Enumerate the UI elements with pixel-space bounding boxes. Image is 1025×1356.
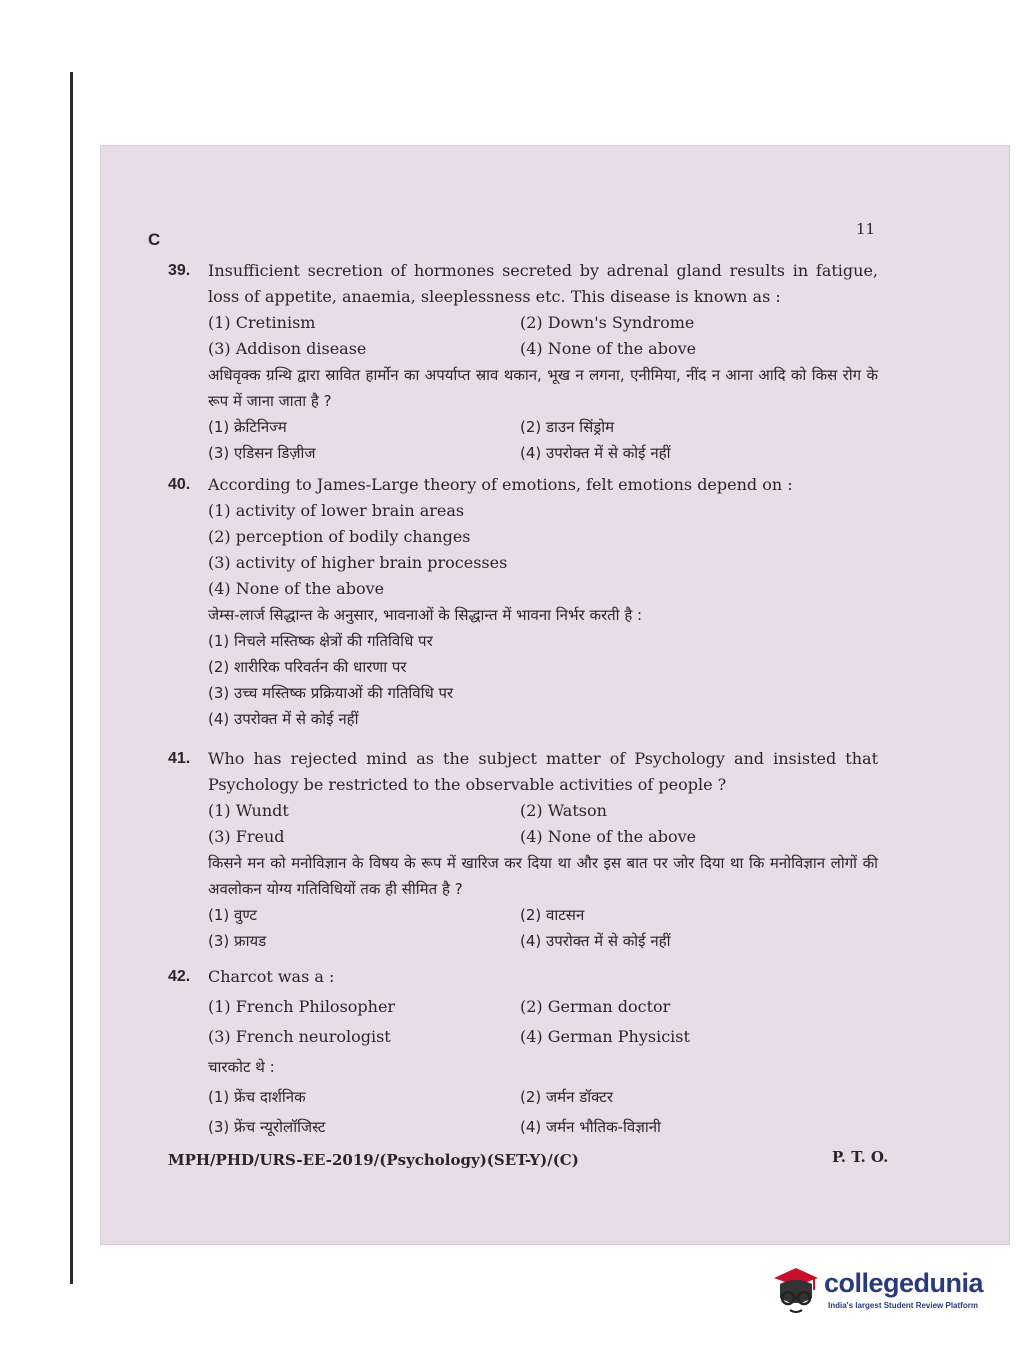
option-1: (1) Cretinism	[208, 313, 316, 332]
mascot-logo-icon	[770, 1264, 822, 1320]
option-3: (3) फ्रायड	[208, 932, 267, 950]
option-1: (1) Wundt	[208, 801, 289, 820]
option-4: (4) जर्मन भौतिक-विज्ञानी	[520, 1118, 661, 1136]
option-2: (2) वाटसन	[520, 906, 585, 924]
option-2: (2) German doctor	[520, 997, 671, 1016]
option-3: (3) उच्च मस्तिष्क प्रक्रियाओं की गतिविधि पर	[208, 684, 454, 702]
question-number: 42.	[168, 968, 191, 985]
options-en	[208, 310, 878, 362]
collegedunia-watermark	[770, 1264, 1000, 1324]
option-2: (2) जर्मन डॉक्टर	[520, 1088, 613, 1106]
option-3: (3) फ्रेंच न्यूरोलॉजिस्ट	[208, 1118, 326, 1136]
option-1: (1) निचले मस्तिष्क क्षेत्रों की गतिविधि पर	[208, 632, 433, 650]
question-stem-hi: चारकोट थे :	[208, 1058, 275, 1076]
options-en	[208, 992, 878, 1052]
question-stem-en: Who has rejected mind as the subject matter of Psychology and insisted that Psychology be restricted to the observable activities of people ?	[208, 749, 878, 794]
option-1: (1) activity of lower brain areas	[208, 501, 465, 520]
option-3: (3) Freud	[208, 827, 285, 846]
set-code: C	[148, 230, 161, 249]
option-2: (2) डाउन सिंड्रोम	[520, 418, 615, 436]
paper-code-footer: MPH/PHD/URS-EE-2019/(Psychology)(SET-Y)/(C)	[168, 1151, 579, 1169]
option-3: (3) activity of higher brain processes	[208, 553, 508, 572]
question-40	[168, 472, 878, 732]
option-4: (4) उपरोक्त में से कोई नहीं	[520, 932, 671, 950]
option-4: (4) उपरोक्त में से कोई नहीं	[208, 710, 359, 728]
options-hi	[208, 1082, 878, 1142]
question-39	[168, 258, 878, 466]
question-number: 40.	[168, 476, 191, 493]
options-hi	[208, 902, 878, 954]
brand-name: collegedunia	[824, 1268, 984, 1298]
option-2: (2) Watson	[520, 801, 607, 820]
options-en	[208, 498, 878, 602]
question-stem-hi: अधिवृक्क ग्रन्थि द्वारा स्रावित हार्मोन का अपर्याप्त स्राव थकान, भूख न लगना, एनीमिया, नींद न आना आदि को किस रोग के रूप में जाना जाता है ?	[208, 366, 878, 410]
option-4: (4) None of the above	[520, 827, 697, 846]
scan-edge-line	[70, 72, 73, 1284]
brand-tagline: India's largest Student Review Platform	[828, 1301, 978, 1310]
option-1: (1) वुण्ट	[208, 906, 257, 924]
question-41	[168, 746, 878, 954]
question-stem-en: According to James-Large theory of emotions, felt emotions depend on :	[208, 475, 793, 494]
option-3: (3) French neurologist	[208, 1027, 391, 1046]
question-stem-hi: किसने मन को मनोविज्ञान के विषय के रूप में खारिज कर दिया था और इस बात पर जोर दिया था कि मनोविज्ञान लोगों की अवलोकन योग्य गतिविधियों तक ही सीमित है ?	[208, 854, 878, 898]
option-2: (2) Down's Syndrome	[520, 313, 695, 332]
option-4: (4) None of the above	[208, 579, 385, 598]
options-hi	[208, 414, 878, 466]
option-1: (1) क्रेटिनिज्म	[208, 418, 287, 436]
option-4: (4) German Physicist	[520, 1027, 690, 1046]
option-1: (1) फ्रेंच दार्शनिक	[208, 1088, 306, 1106]
page-number: 11	[856, 220, 876, 238]
option-3: (3) एडिसन डिज़ीज	[208, 444, 316, 462]
option-3: (3) Addison disease	[208, 339, 367, 358]
options-en	[208, 798, 878, 850]
option-2: (2) शारीरिक परिवर्तन की धारणा पर	[208, 658, 407, 676]
question-stem-en: Insufficient secretion of hormones secreted by adrenal gland results in fatigue, loss of appetite, anaemia, sleeplessness etc. This disease is known as :	[208, 261, 878, 306]
option-4: (4) None of the above	[520, 339, 697, 358]
option-4: (4) उपरोक्त में से कोई नहीं	[520, 444, 671, 462]
pto-label: P. T. O.	[832, 1148, 889, 1166]
question-number: 41.	[168, 750, 191, 767]
options-hi	[208, 628, 878, 732]
option-2: (2) perception of bodily changes	[208, 527, 471, 546]
question-number: 39.	[168, 262, 191, 279]
question-42	[168, 962, 878, 1142]
question-stem-hi: जेम्स-लार्ज सिद्धान्त के अनुसार, भावनाओं के सिद्धान्त में भावना निर्भर करती है :	[208, 606, 643, 624]
option-1: (1) French Philosopher	[208, 997, 396, 1016]
question-stem-en: Charcot was a :	[208, 967, 335, 986]
